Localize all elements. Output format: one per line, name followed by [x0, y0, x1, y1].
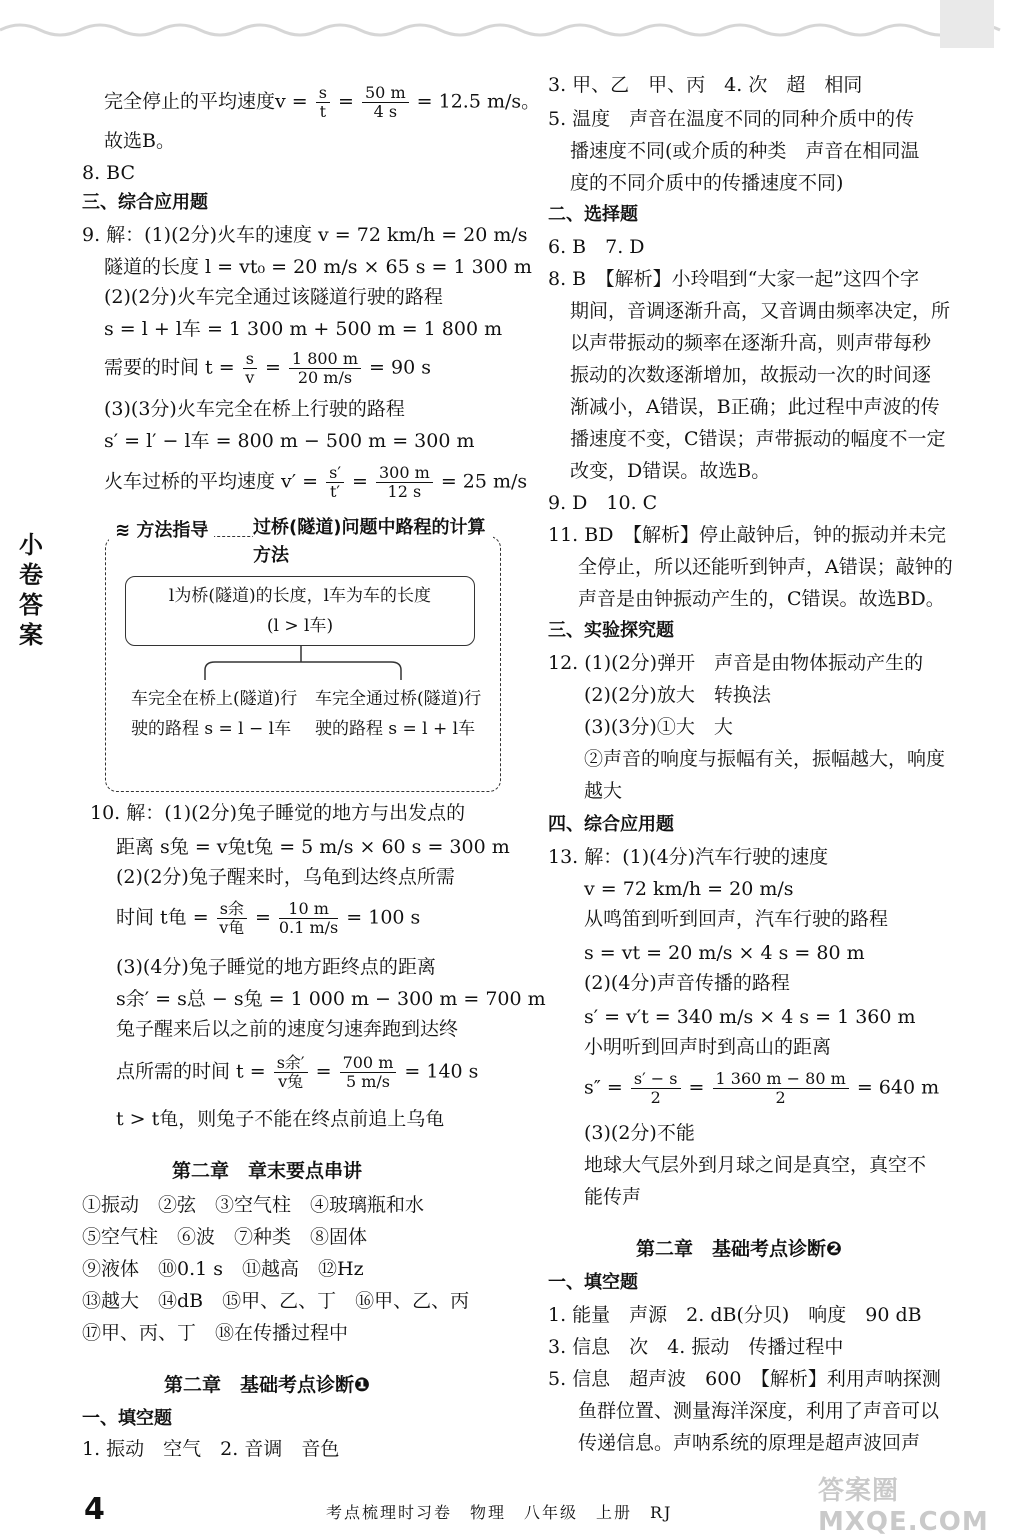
sidebar-label: 小卷答案: [19, 531, 43, 649]
method-guide: [105, 516, 501, 794]
section-heading: 三、综合应用题: [82, 192, 208, 213]
method-topic: 过桥(隧道)问题中路程的计算方法: [253, 514, 493, 570]
fraction: $\frac{10 m}{0.1 m/s}$: [278, 899, 339, 937]
section-heading: 一、填空题: [82, 1408, 172, 1429]
text-line: 振动的次数逐渐增加，故振动一次的时间逐: [570, 364, 932, 386]
text-line: t > t龟，则兔子不能在终点前追上乌龟: [116, 1108, 445, 1130]
text-line: 渐减小，A错误，B正确；此过程中声波的传: [570, 396, 940, 418]
text-line: 3. 甲、乙 甲、丙 4. 次 超 相同: [548, 74, 863, 96]
text-line: 期间，音调逐渐升高，又音调由频率决定，所: [570, 300, 951, 322]
fraction: $\frac{s'}{t'}$: [326, 464, 344, 501]
text-line: 从鸣笛到听到回声，汽车行驶的路程: [584, 908, 889, 930]
line-avg-speed: 完全停止的平均速度v = $\frac{s}{t}$ = $\frac{50 m}{4 s}$ = 12.5 m/s。: [104, 83, 541, 121]
footer-book-title: 考点梳理时习卷 物理 八年级 上册 RJ: [326, 1503, 673, 1522]
section-heading: 一、填空题: [548, 1272, 638, 1293]
text-line: ②声音的响度与振幅有关，振幅越大，响度: [584, 748, 946, 770]
text-line: (2)(2分)放大 转换法: [584, 684, 771, 706]
text-line: v = 72 km/h = 20 m/s: [584, 878, 794, 900]
fraction: $\frac{\text{s余′}}{\text{v兔}}$: [274, 1054, 308, 1091]
text-line: 越大: [584, 780, 623, 802]
watermark: 答案圈 MXQE.COM: [818, 1476, 989, 1537]
text-line: (2)(4分)声音传播的路程: [584, 972, 790, 994]
text-line: 播速度不同(或介质的种类 声音在相同温: [570, 140, 920, 162]
line-bridge-speed: 火车过桥的平均速度 v′ = $\frac{s'}{t'}$ = $\frac{300 m}{12 s}$ = 25 m/s: [104, 463, 528, 501]
text-line: 地球大气层外到月球之间是真空，真空不: [584, 1154, 927, 1176]
method-title: ≋ 方法指导: [109, 516, 214, 542]
fraction: $\frac{\text{s余}}{\text{v龟}}$: [217, 900, 247, 937]
text-line: 距离 s兔 = v兔t兔 = 5 m/s × 60 s = 300 m: [116, 836, 510, 858]
text-line: 9. 解：(1)(2分)火车的速度 v = 72 km/h = 20 m/s: [82, 224, 528, 246]
text-line: 播速度不变，C错误；声带振动的幅度不一定: [570, 428, 946, 450]
text-line: s余′ = s总 − s兔 = 1 000 m − 300 m = 700 m: [116, 988, 546, 1010]
text-line: 传递信息。声呐系统的原理是超声波回声: [578, 1432, 921, 1454]
chapter-heading: 第二章 基础考点诊断❶: [164, 1374, 371, 1396]
key-points-line: ⑰甲、丙、丁 ⑱在传播过程中: [82, 1322, 349, 1344]
text-line: s′ = v′t = 340 m/s × 4 s = 1 360 m: [584, 1006, 916, 1028]
text-line: 声音是由钟振动产生的，C错误。故选BD。: [578, 588, 945, 610]
text-line: s = vt = 20 m/s × 4 s = 80 m: [584, 942, 865, 964]
text-line: 全停止，所以还能听到钟声，A错误；敲钟的: [578, 556, 953, 578]
fraction: $\frac{50 m}{4 s}$: [362, 84, 409, 121]
method-case-through-bridge: 车完全通过桥(隧道)行驶的路程 s = l + l车: [315, 689, 482, 739]
answer-8: 8. BC: [82, 162, 136, 184]
text-line: (3)(3分)①大 大: [584, 716, 733, 738]
text-line: 兔子醒来后以之前的速度匀速奔跑到达终: [116, 1018, 459, 1040]
fraction: $\frac{700 m}{5 m/s}$: [340, 1054, 397, 1091]
page-number: 4: [84, 1492, 105, 1527]
fraction: $\frac{1 800 m}{20 m/s}$: [289, 350, 361, 387]
chapter-heading: 第二章 基础考点诊断❷: [636, 1238, 843, 1260]
section-heading: 二、选择题: [548, 204, 638, 225]
section-heading: 四、综合应用题: [548, 814, 674, 835]
text-line: 度的不同介质中的传播速度不同): [570, 172, 844, 194]
text-line: 12. (1)(2分)弹开 声音是由物体振动产生的: [548, 652, 924, 674]
text-line: 11. BD 【解析】停止敲钟后，钟的振动并未完: [548, 524, 946, 546]
text-line: 6. B 7. D: [548, 236, 645, 258]
line-echo-distance: s″ = $\frac{s' - s}{2}$ = $\frac{1 360 m - 80 m}{2}$ = 640 m: [584, 1069, 940, 1107]
text-line: (2)(2分)火车完全通过该隧道行驶的路程: [104, 286, 443, 308]
key-points-line: ①振动 ②弦 ③空气柱 ④玻璃瓶和水: [82, 1194, 425, 1216]
fraction: $\frac{s}{t}$: [316, 84, 330, 121]
text-line: 故选B。: [104, 130, 175, 152]
text-line: 3. 信息 次 4. 振动 传播过程中: [548, 1336, 844, 1358]
text-line: 改变，D错误。故选B。: [570, 460, 771, 482]
key-points-line: ⑬越大 ⑭dB ⑮甲、乙、丁 ⑯甲、乙、丙: [82, 1290, 470, 1312]
text-line: (3)(4分)兔子睡觉的地方距终点的距离: [116, 956, 436, 978]
section-heading: 三、实验探究题: [548, 620, 674, 641]
line-time: 需要的时间 t = $\frac{s}{v}$ = $\frac{1 800 m}{20 m/s}$ = 90 s: [104, 349, 431, 387]
key-points-line: ⑨液体 ⑩0.1 s ⑪越高 ⑫Hz: [82, 1258, 364, 1280]
fraction: $\frac{s}{v}$: [243, 350, 257, 387]
method-definition-box: l为桥(隧道)的长度，l车为车的长度 (l > l车): [125, 576, 475, 646]
fraction: $\frac{s' - s}{2}$: [631, 1070, 681, 1107]
text-line: s′ = l′ − l车 = 800 m − 500 m = 300 m: [104, 430, 475, 452]
text-line: 鱼群位置、测量海洋深度，利用了声音可以: [578, 1400, 940, 1422]
text-line: 1. 能量 声源 2. dB(分贝) 响度 90 dB: [548, 1304, 922, 1326]
text-line: (3)(3分)火车完全在桥上行驶的路程: [104, 398, 405, 420]
text-line: 以声带振动的频率在逐渐升高，则声带每秒: [570, 332, 932, 354]
key-points-line: ⑤空气柱 ⑥波 ⑦种类 ⑧固体: [82, 1226, 368, 1248]
text-line: 隧道的长度 l = vt₀ = 20 m/s × 65 s = 1 300 m: [104, 256, 532, 278]
method-connector: [105, 646, 499, 686]
text-line: 10. 解：(1)(2分)兔子睡觉的地方与出发点的: [90, 802, 466, 824]
text-line: 1. 振动 空气 2. 音调 音色: [82, 1438, 340, 1460]
line-tortoise-time: 时间 t龟 = $\frac{\text{s余}}{\text{v龟}}$ = $\frac{10 m}{0.1 m/s}$ = 100 s: [116, 899, 421, 937]
text-line: 小明听到回声时到高山的距离: [584, 1036, 832, 1058]
text-line: (3)(2分)不能: [584, 1122, 695, 1144]
fraction: $\frac{300 m}{12 s}$: [376, 464, 433, 501]
text-line: (2)(2分)兔子醒来时，乌龟到达终点所需: [116, 866, 455, 888]
text-line: 5. 信息 超声波 600 【解析】利用声呐探测: [548, 1368, 941, 1390]
method-case-on-bridge: 车完全在桥上(隧道)行驶的路程 s = l − l车: [131, 689, 298, 739]
chapter-heading: 第二章 章末要点串讲: [172, 1160, 363, 1182]
line-rabbit-time: 点所需的时间 t = $\frac{\text{s余′}}{\text{v兔}}$ = $\frac{700 m}{5 m/s}$ = 140 s: [116, 1053, 479, 1091]
text-line: 9. D 10. C: [548, 492, 658, 514]
text-line: 5. 温度 声音在温度不同的同种介质中的传: [548, 108, 915, 130]
fraction: $\frac{1 360 m - 80 m}{2}$: [713, 1070, 849, 1107]
text-line: s = l + l车 = 1 300 m + 500 m = 1 800 m: [104, 318, 503, 340]
top-decoration: [0, 0, 1012, 48]
text-line: 13. 解：(1)(4分)汽车行驶的速度: [548, 846, 829, 868]
text-line: 8. B 【解析】小玲唱到“大家一起”这四个字: [548, 268, 920, 290]
text-line: 能传声: [584, 1186, 642, 1208]
